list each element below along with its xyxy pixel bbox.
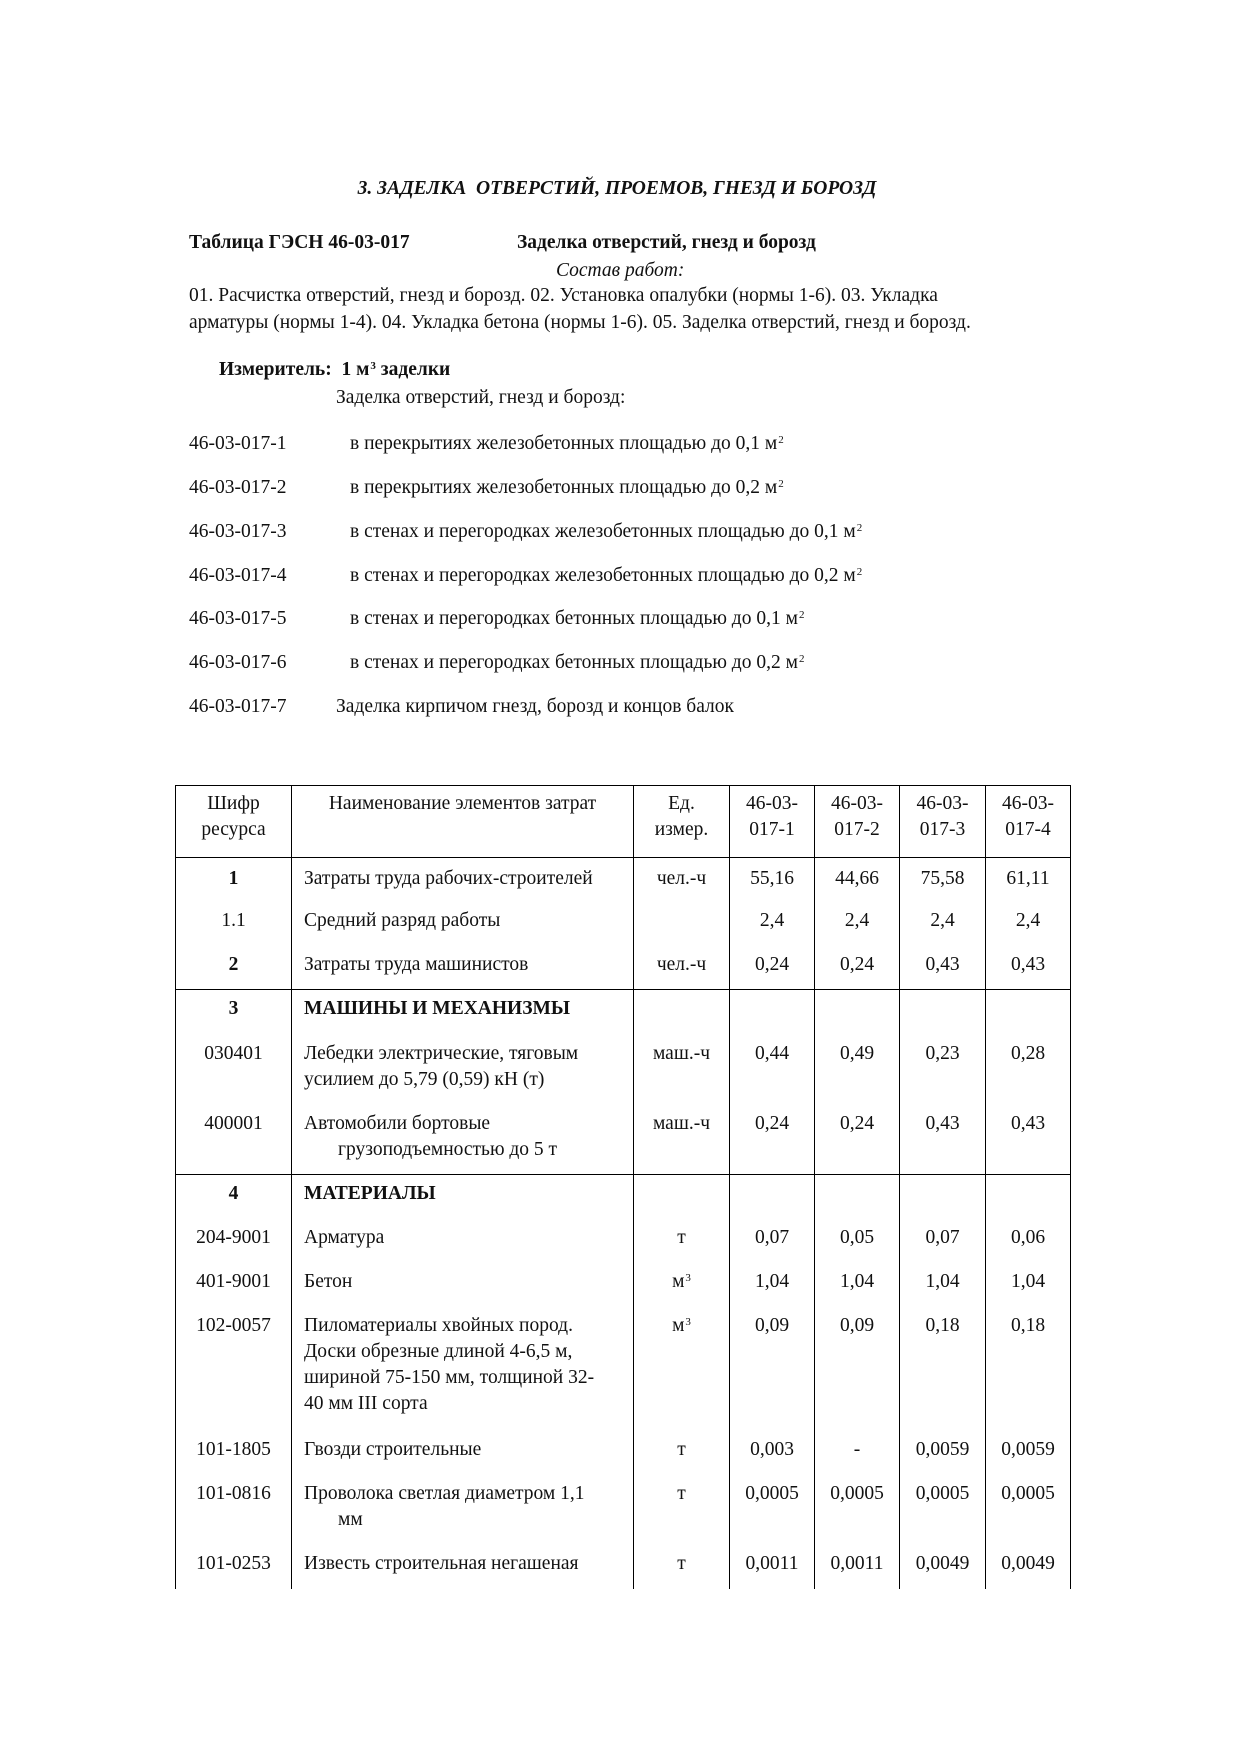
cell-value-4: 1,04 bbox=[986, 1263, 1071, 1307]
cell-name-text: мм bbox=[338, 1508, 363, 1530]
resource-table bbox=[175, 785, 1071, 1589]
cell-name bbox=[292, 858, 634, 902]
cell-value-2: 0,0005 bbox=[815, 1475, 900, 1545]
table-row bbox=[176, 1035, 1071, 1105]
cell-name-text: МАШИНЫ И МЕХАНИЗМЫ bbox=[304, 998, 571, 1019]
table-row bbox=[176, 946, 1071, 990]
cell-value-4 bbox=[986, 990, 1071, 1035]
header-col-2-line2: 017-2 bbox=[834, 819, 880, 840]
cell-code: 3 bbox=[176, 990, 292, 1035]
cell-name-line bbox=[304, 1041, 629, 1067]
norm-sup: 2 bbox=[778, 434, 784, 446]
cell-value-4: 0,43 bbox=[986, 946, 1071, 990]
cell-unit-text: чел.-ч bbox=[656, 953, 707, 975]
norm-code: 46-03-017-2 bbox=[189, 477, 287, 498]
table-header-row bbox=[176, 786, 1071, 858]
cell-code: 1 bbox=[176, 858, 292, 902]
cell-name-text: усилием до 5,79 (0,59) кН (т) bbox=[304, 1068, 545, 1090]
cell-value-2 bbox=[815, 990, 900, 1035]
cell-name-line bbox=[304, 1067, 629, 1093]
table-row bbox=[176, 1307, 1071, 1431]
cell-name bbox=[292, 990, 634, 1035]
cell-name-text: Затраты труда рабочих-строителей bbox=[304, 868, 593, 889]
cell-unit bbox=[634, 1475, 730, 1545]
table-row bbox=[176, 1219, 1071, 1263]
composition-heading: Состав работ: bbox=[556, 260, 685, 281]
norm-sup: 2 bbox=[856, 522, 863, 534]
cell-name bbox=[292, 1035, 634, 1105]
cell-value-3: 75,58 bbox=[900, 858, 986, 902]
cell-value-2: 0,05 bbox=[815, 1219, 900, 1263]
table-code: Таблица ГЭСН 46-03-017 bbox=[189, 232, 410, 253]
cell-name-line bbox=[304, 996, 629, 1022]
cell-unit bbox=[634, 990, 730, 1035]
header-col-3 bbox=[900, 786, 986, 858]
norm-code: 46-03-017-5 bbox=[189, 608, 287, 629]
cell-name bbox=[292, 1545, 634, 1589]
cell-name-line bbox=[304, 908, 629, 934]
cell-name bbox=[292, 902, 634, 946]
cell-value-3: 0,18 bbox=[900, 1307, 986, 1431]
cell-name-line bbox=[304, 1269, 629, 1295]
cell-name-line bbox=[304, 1225, 629, 1251]
cell-value-1: 2,4 bbox=[730, 902, 815, 946]
cell-code: 2 bbox=[176, 946, 292, 990]
header-unit-line1: Ед. bbox=[668, 793, 695, 814]
cell-name-text: шириной 75-150 мм, толщиной 32- bbox=[304, 1366, 595, 1388]
cell-name-text: Известь строительная негашеная bbox=[304, 1552, 579, 1574]
header-code bbox=[176, 786, 292, 858]
measure bbox=[219, 357, 450, 383]
cell-unit bbox=[634, 858, 730, 902]
cell-name bbox=[292, 1105, 634, 1175]
table-row bbox=[176, 902, 1071, 946]
cell-value-4: 61,11 bbox=[986, 858, 1071, 902]
cell-name bbox=[292, 1219, 634, 1263]
cell-value-1 bbox=[730, 990, 815, 1035]
cell-value-4: 0,28 bbox=[986, 1035, 1071, 1105]
cell-name-line bbox=[304, 1111, 629, 1137]
cell-value-4: 0,0059 bbox=[986, 1431, 1071, 1475]
cell-name-line bbox=[304, 1313, 629, 1339]
cell-value-3: 0,43 bbox=[900, 946, 986, 990]
cell-value-4: 0,18 bbox=[986, 1307, 1071, 1431]
cell-value-1: 1,04 bbox=[730, 1263, 815, 1307]
header-col-3-line1: 46-03- bbox=[916, 793, 969, 814]
cell-name-line bbox=[304, 866, 629, 892]
cell-value-1: 0,003 bbox=[730, 1431, 815, 1475]
cell-value-3: 0,0059 bbox=[900, 1431, 986, 1475]
measure-label: Измеритель: bbox=[219, 359, 332, 380]
measure-value: 1 м bbox=[341, 359, 370, 380]
header-col-2-line1: 46-03- bbox=[831, 793, 883, 814]
cell-unit-text: т bbox=[677, 1438, 686, 1460]
norm-code: 46-03-017-7 bbox=[189, 696, 287, 717]
cell-value-1: 0,24 bbox=[730, 1105, 815, 1175]
cell-value-1: 0,0005 bbox=[730, 1475, 815, 1545]
cell-unit bbox=[634, 946, 730, 990]
header-name bbox=[292, 786, 634, 858]
cell-name-text: Бетон bbox=[304, 1270, 353, 1292]
header-unit-line2: измер. bbox=[654, 819, 709, 840]
header-col-4 bbox=[986, 786, 1071, 858]
cell-name-line bbox=[304, 1507, 629, 1533]
norm-text: в перекрытиях железобетонных площадью до 0,1 м bbox=[350, 433, 778, 454]
sub-heading: Заделка отверстий, гнезд и борозд: bbox=[336, 387, 626, 408]
cell-name bbox=[292, 1175, 634, 1219]
composition-line-1: 01. Расчистка отверстий, гнезд и борозд. 02. Установка опалубки (нормы 1-6). 03. Укладка bbox=[189, 285, 938, 306]
norm-sup: 2 bbox=[798, 653, 805, 665]
cell-unit bbox=[634, 1263, 730, 1307]
cell-unit-text: маш.-ч bbox=[652, 1112, 711, 1134]
cell-name-text: МАТЕРИАЛЫ bbox=[304, 1183, 436, 1204]
norm-text: в стенах и перегородках бетонных площадью до 0,1 м bbox=[350, 608, 798, 629]
cell-unit bbox=[634, 1431, 730, 1475]
norm-code: 46-03-017-1 bbox=[189, 433, 287, 454]
cell-value-3: 0,43 bbox=[900, 1105, 986, 1175]
cell-name bbox=[292, 1263, 634, 1307]
cell-unit-text: м bbox=[672, 1270, 685, 1292]
cell-name-text: Автомобили бортовые bbox=[304, 1112, 491, 1134]
cell-value-2 bbox=[815, 1175, 900, 1219]
table-name: Заделка отверстий, гнезд и борозд bbox=[517, 232, 816, 253]
cell-unit-text: т bbox=[677, 1226, 686, 1248]
header-col-4-line1: 46-03- bbox=[1002, 793, 1054, 814]
table-row bbox=[176, 1431, 1071, 1475]
cell-value-4: 2,4 bbox=[986, 902, 1071, 946]
cell-unit-text: чел.-ч bbox=[656, 868, 707, 889]
cell-name bbox=[292, 1307, 634, 1431]
cell-value-4: 0,0005 bbox=[986, 1475, 1071, 1545]
cell-value-3 bbox=[900, 990, 986, 1035]
cell-value-1: 0,07 bbox=[730, 1219, 815, 1263]
norm-text: в стенах и перегородках железобетонных площадью до 0,2 м bbox=[350, 565, 856, 586]
cell-name-line bbox=[304, 1181, 629, 1207]
cell-name-text: 40 мм III сорта bbox=[304, 1392, 428, 1414]
cell-code: 1.1 bbox=[176, 902, 292, 946]
norm-sup: 2 bbox=[798, 609, 805, 621]
cell-unit-text: м bbox=[672, 1314, 685, 1336]
header-col-2 bbox=[815, 786, 900, 858]
cell-unit bbox=[634, 1035, 730, 1105]
norm-item bbox=[189, 694, 734, 720]
norm-item bbox=[189, 431, 784, 457]
cell-name-line bbox=[304, 1437, 629, 1463]
norm-text: в стенах и перегородках бетонных площадью до 0,2 м bbox=[350, 652, 798, 673]
cell-name-text: грузоподъемностью до 5 т bbox=[338, 1138, 558, 1160]
cell-name-line bbox=[304, 1481, 629, 1507]
cell-value-2: - bbox=[815, 1431, 900, 1475]
cell-value-2: 2,4 bbox=[815, 902, 900, 946]
cell-value-2: 0,49 bbox=[815, 1035, 900, 1105]
table-row bbox=[176, 1545, 1071, 1589]
norm-sup: 2 bbox=[778, 478, 784, 490]
cell-code: 030401 bbox=[176, 1035, 292, 1105]
cell-unit-text: т bbox=[677, 1482, 686, 1504]
cell-code: 102-0057 bbox=[176, 1307, 292, 1431]
cell-value-3: 0,0049 bbox=[900, 1545, 986, 1589]
cell-name-line bbox=[304, 1365, 629, 1391]
cell-code: 101-0816 bbox=[176, 1475, 292, 1545]
cell-code: 401-9001 bbox=[176, 1263, 292, 1307]
measure-unit: заделки bbox=[375, 359, 451, 380]
cell-unit bbox=[634, 1105, 730, 1175]
cell-unit bbox=[634, 1545, 730, 1589]
cell-name bbox=[292, 946, 634, 990]
header-unit bbox=[634, 786, 730, 858]
cell-name-text: Арматура bbox=[304, 1226, 385, 1248]
cell-name-line bbox=[304, 1339, 629, 1365]
cell-value-2: 44,66 bbox=[815, 858, 900, 902]
norm-text: в стенах и перегородках железобетонных площадью до 0,1 м bbox=[350, 521, 856, 542]
composition-line-2: арматуры (нормы 1-4). 04. Укладка бетона (нормы 1-6). 05. Заделка отверстий, гнезд и борозд. bbox=[189, 312, 971, 333]
cell-value-2: 0,09 bbox=[815, 1307, 900, 1431]
cell-value-3: 2,4 bbox=[900, 902, 986, 946]
norm-item bbox=[189, 563, 862, 589]
cell-value-2: 0,0011 bbox=[815, 1545, 900, 1589]
cell-value-4 bbox=[986, 1175, 1071, 1219]
table-row bbox=[176, 990, 1071, 1035]
norm-code: 46-03-017-6 bbox=[189, 652, 287, 673]
cell-value-4: 0,43 bbox=[986, 1105, 1071, 1175]
cell-value-2: 1,04 bbox=[815, 1263, 900, 1307]
cell-code: 101-0253 bbox=[176, 1545, 292, 1589]
norm-text: в перекрытиях железобетонных площадью до 0,2 м bbox=[350, 477, 778, 498]
cell-name bbox=[292, 1431, 634, 1475]
cell-name-text: Затраты труда машинистов bbox=[304, 953, 529, 975]
cell-name-text: Лебедки электрические, тяговым bbox=[304, 1042, 579, 1064]
cell-value-4: 0,0049 bbox=[986, 1545, 1071, 1589]
cell-unit-text: т bbox=[677, 1552, 686, 1574]
norm-item bbox=[189, 475, 784, 501]
cell-code: 4 bbox=[176, 1175, 292, 1219]
cell-code: 101-1805 bbox=[176, 1431, 292, 1475]
cell-name-text: Проволока светлая диаметром 1,1 bbox=[304, 1482, 585, 1504]
norm-item bbox=[189, 519, 862, 545]
cell-value-3 bbox=[900, 1175, 986, 1219]
norm-item bbox=[189, 606, 804, 632]
cell-value-1 bbox=[730, 1175, 815, 1219]
table-row bbox=[176, 858, 1071, 902]
header-col-1-line2: 017-1 bbox=[749, 819, 795, 840]
header-col-4-line2: 017-4 bbox=[1005, 819, 1051, 840]
table-row bbox=[176, 1263, 1071, 1307]
measure-sup: 3 bbox=[370, 360, 376, 372]
cell-unit-sup: 3 bbox=[685, 1271, 691, 1284]
header-code-line1: Шифр bbox=[207, 793, 260, 814]
cell-name-text: Гвозди строительные bbox=[304, 1438, 482, 1460]
section-title: 3. ЗАДЕЛКА ОТВЕРСТИЙ, ПРОЕМОВ, ГНЕЗД И БОРОЗД bbox=[357, 178, 877, 199]
cell-value-1: 0,09 bbox=[730, 1307, 815, 1431]
cell-name bbox=[292, 1475, 634, 1545]
cell-value-4: 0,06 bbox=[986, 1219, 1071, 1263]
table-row bbox=[176, 1105, 1071, 1175]
header-col-3-line2: 017-3 bbox=[919, 819, 966, 840]
table-row bbox=[176, 1475, 1071, 1545]
cell-unit bbox=[634, 1219, 730, 1263]
header-name-text: Наименование элементов затрат bbox=[328, 793, 597, 814]
cell-value-3: 0,23 bbox=[900, 1035, 986, 1105]
cell-unit bbox=[634, 1175, 730, 1219]
cell-name-line bbox=[304, 1137, 629, 1163]
cell-unit bbox=[634, 1307, 730, 1431]
cell-value-1: 0,0011 bbox=[730, 1545, 815, 1589]
cell-value-2: 0,24 bbox=[815, 946, 900, 990]
norm-sup: 2 bbox=[856, 566, 863, 578]
cell-name-line bbox=[304, 1551, 629, 1577]
header-col-1-line1: 46-03- bbox=[746, 793, 798, 814]
cell-unit bbox=[634, 902, 730, 946]
cell-value-1: 0,24 bbox=[730, 946, 815, 990]
norm-text: Заделка кирпичом гнезд, борозд и концов балок bbox=[336, 696, 734, 717]
table-row bbox=[176, 1175, 1071, 1219]
cell-value-3: 0,0005 bbox=[900, 1475, 986, 1545]
cell-unit-sup: 3 bbox=[685, 1315, 691, 1328]
cell-name-line bbox=[304, 1391, 629, 1417]
cell-value-3: 1,04 bbox=[900, 1263, 986, 1307]
norm-code: 46-03-017-4 bbox=[189, 565, 287, 586]
header-col-1 bbox=[730, 786, 815, 858]
cell-name-text: Средний разряд работы bbox=[304, 909, 501, 931]
cell-value-2: 0,24 bbox=[815, 1105, 900, 1175]
cell-name-line bbox=[304, 952, 629, 978]
norm-code: 46-03-017-3 bbox=[189, 521, 287, 542]
cell-name-text: Доски обрезные длиной 4-6,5 м, bbox=[304, 1340, 573, 1362]
norm-item bbox=[189, 650, 804, 676]
cell-value-1: 0,44 bbox=[730, 1035, 815, 1105]
cell-value-3: 0,07 bbox=[900, 1219, 986, 1263]
cell-name-text: Пиломатериалы хвойных пород. bbox=[304, 1314, 573, 1336]
cell-code: 204-9001 bbox=[176, 1219, 292, 1263]
cell-value-1: 55,16 bbox=[730, 858, 815, 902]
cell-unit-text: маш.-ч bbox=[652, 1042, 711, 1064]
header-code-line2: ресурса bbox=[201, 819, 266, 840]
cell-code: 400001 bbox=[176, 1105, 292, 1175]
